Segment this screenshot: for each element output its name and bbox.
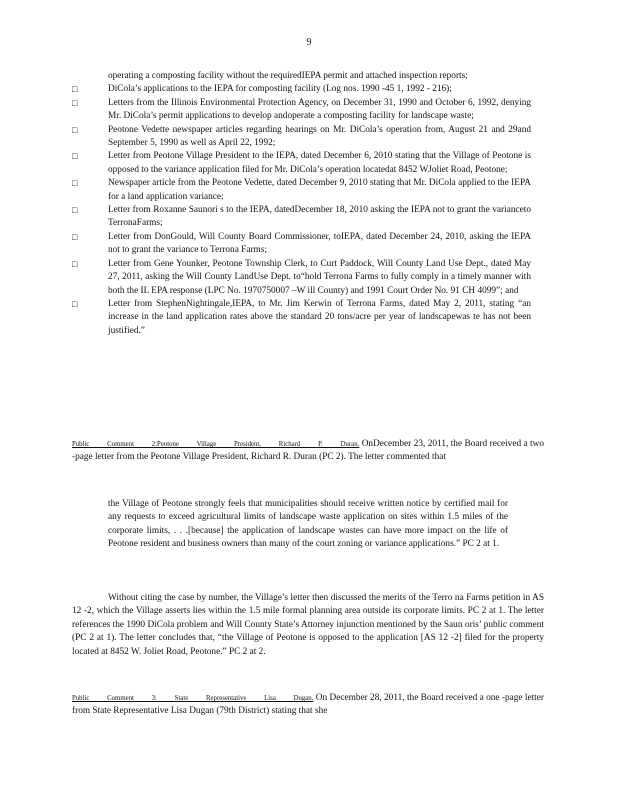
public-comment-3 xyxy=(72,692,544,719)
exhibit-list xyxy=(72,70,531,338)
list-item xyxy=(72,124,531,151)
list-item xyxy=(72,258,531,298)
list-item-text: Letter from DonGould, Will County Board Commissioner, toIEPA, dated December 24, 2010, asking the IEPA not to grant the variance to Terrona Farms; xyxy=(108,231,531,256)
section-heading: Public Comment 2:Peotone Village President, Richard P. Duran. xyxy=(72,441,360,448)
bullet-box-icon: □ xyxy=(72,124,78,135)
list-item xyxy=(108,70,531,83)
bullet-box-icon: □ xyxy=(72,84,78,95)
bullet-box-icon: □ xyxy=(72,298,78,309)
list-item-text: Letter from Gene Younker, Peotone Township Clerk, to Curt Paddock, Will County Land Use Dept., dated May 27, 2011, asking the Will County LandUse Dept. to“hold Terrona Farms to fully comply in a timely manner with both the IL EPA response (LPC No. 1970750007 –W ill County) and 1991 Court Order No. 91 CH 4099”; and xyxy=(108,258,531,296)
list-item xyxy=(72,150,531,177)
list-item-text: Letter from Peotone Village President to the IEPA, dated December 6, 2010 stating that the Village of Peotone is opposed to the variance application filed for Mr. DiCola’s operation locatedat 8452 WJoliet Road, Peotone; xyxy=(108,151,531,175)
list-item-text: Peotone Vedette newspaper articles regarding hearings on Mr. DiCola’s operation from, August 21 and 29and September 5, 1990 as well as April 22, 1992; xyxy=(108,124,531,149)
block-quote: the Village of Peotone strongly feels that municipalities should receive written notice by certified mail for any requests to exceed agricultural limits of landscape waste application on sites within 1.5 miles of the corporate limits, . . .[because] the application of landscape wastes can have more impact on the life of Peotone resident and business owners than many of the court zoning or variance applications.” PC 2 at 1. xyxy=(108,499,508,550)
list-item-text: Letters from the Illinois Environmental Protection Agency, on December 31, 1990 and October 6, 1992, denying Mr. DiCola’s permit applications to develop andoperate a composting facility for landscape waste; xyxy=(108,97,531,122)
list-item-text: Newspaper article from the Peotone Vedette, dated December 9, 2010 stating that Mr. DiCola applied to the IEPA for a land application variance; xyxy=(108,178,531,202)
bullet-box-icon: □ xyxy=(72,97,78,108)
list-item xyxy=(72,97,531,124)
list-item-text: Letter from StephenNightingale,IEPA, to Mr. Jim Kerwin of Terrona Farms, dated May 2, 2011, stating “an increase in the land application rates above the standard 20 tons/acre per year of landscapewas te has not been justified.” xyxy=(108,298,531,336)
paragraph: Without citing the case by number, the Village’s letter then discussed the merits of the Terro na Farms petition in AS 12 -2, which the Village asserts lies within the 1.5 mile formal planning area outside its corporate limits. PC 2 at 1. The letter references the 1990 DiCola problem and Will County State’s Attorney injunction mentioned by the Saun oris’ public comment (PC 2 at 1). The letter concludes that, “the Village of Peotone is opposed to the application [AS 12 -2] filed for the property located at 8452 W. Joliet Road, Peotone.” PC 2 at 2. xyxy=(72,593,544,657)
section-heading: Public Comment 3: State Representative Lisa Dugan. xyxy=(72,695,314,702)
section-text: On December 28, 2011, the Board received a one -page letter from State Representative Lisa Dugan (79th District) stating that she xyxy=(72,693,544,717)
bullet-box-icon: □ xyxy=(72,205,78,216)
list-item xyxy=(72,298,531,338)
public-comment-2 xyxy=(72,438,544,465)
bullet-box-icon: □ xyxy=(72,231,78,242)
list-item-text: Letter from Roxanne Saunori s to the IEPA, datedDecember 18, 2010 asking the IEPA not to grant the varianceto TerronaFarms; xyxy=(108,205,531,229)
list-item xyxy=(72,231,531,258)
page-number: 9 xyxy=(306,37,312,48)
list-item xyxy=(72,177,531,204)
list-item xyxy=(72,204,531,231)
list-item-text: operating a composting facility without the requiredIEPA permit and attached inspection reports; xyxy=(108,71,468,81)
bullet-box-icon: □ xyxy=(72,258,78,269)
list-item xyxy=(72,83,531,96)
bullet-box-icon: □ xyxy=(72,178,78,189)
section-text: OnDecember 23, 2011, the Board received a two -page letter from the Peotone Village President, Richard R. Duran (PC 2). The letter commented that xyxy=(72,439,545,463)
bullet-box-icon: □ xyxy=(72,151,78,162)
list-item-text: DiCola’s applications to the IEPA for composting facility (Log nos. 1990 -45 1, 1992 - 216); xyxy=(108,84,452,95)
